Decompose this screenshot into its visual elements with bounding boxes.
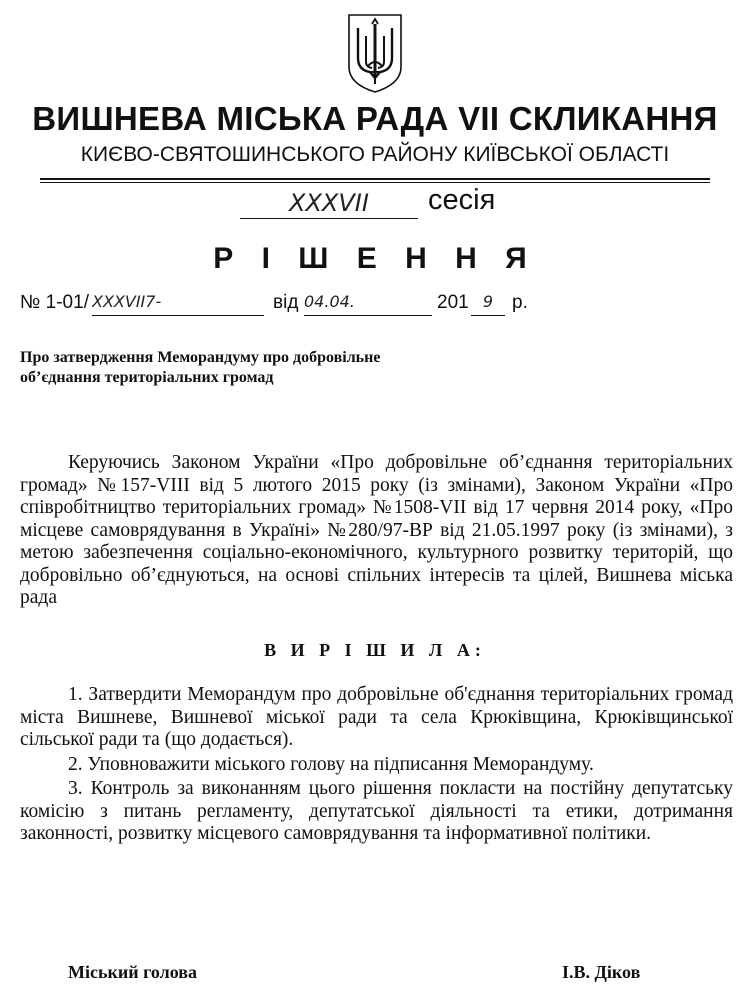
- resolved-heading: В И Р І Ш И Л А:: [264, 640, 486, 660]
- decision-item-2: 2. Уповноважити міського голову на підписання Меморандуму.: [68, 754, 594, 775]
- decision-item-3: 3. Контроль за виконанням цього рішення покласти на постійну депутатську комісію з питань регламенту, депутатської діяльності та етики, дотримання законності, розвитку місцевого самоврядування та інформативної політики.: [20, 778, 733, 844]
- decision-title: Р І Ш Е Н Н Я: [213, 242, 537, 275]
- session-number-handwritten: XXXVII: [240, 188, 418, 219]
- header-divider-thin: [40, 182, 710, 183]
- subject-line-1: Про затвердження Меморандуму про добровільне: [20, 349, 381, 366]
- year-prefix: 201: [437, 292, 469, 313]
- council-subtitle: КИЄВО-СВЯТОШИНСЬКОГО РАЙОНУ КИЇВСЬКОЇ ОБЛАСТІ: [80, 143, 670, 166]
- decision-number-prefix: № 1-01/: [20, 292, 89, 313]
- subject-line-2: об’єднання територіальних громад: [20, 369, 274, 386]
- signature-position: Міський голова: [68, 962, 197, 982]
- decision-number-handwritten: XXXVII7-: [92, 291, 264, 316]
- date-handwritten: 04.04.: [304, 291, 432, 316]
- date-label: від: [273, 292, 299, 313]
- signature-name: І.В. Діков: [562, 962, 641, 982]
- decision-item-1: 1. Затвердити Меморандум про добровільне об'єднання територіальних громад міста Вишневе, Вишневої міської ради та села Крюківщина, Крюківщинської сільської ради та (що додається).: [20, 684, 733, 750]
- year-digit-handwritten: 9: [471, 291, 505, 316]
- session-label: сесія: [428, 184, 496, 216]
- preamble-paragraph: Керуючись Законом України «Про добровільне об’єднання територіальних громад» №157-VIII від 5 лютого 2015 року (із змінами), Законом України «Про співробітництво територіальних громад» №1508-VII від 17 червня 2014 року, «Про місцеве самоврядування в Україні» №280/97-ВР від 21.05.1997 року (із змінами), з метою забезпечення соціально-економічного, культурного розвитку територій, що добровільно об’єднуються, на основі спільних інтересів та цілей, Вишнева міська рада: [20, 452, 733, 608]
- coat-of-arms-icon: [346, 12, 404, 94]
- header-divider-thick: [40, 178, 710, 180]
- council-title: ВИШНЕВА МІСЬКА РАДА VII СКЛИКАННЯ: [32, 100, 718, 137]
- decision-subject: [20, 348, 520, 388]
- year-suffix: р.: [512, 292, 528, 313]
